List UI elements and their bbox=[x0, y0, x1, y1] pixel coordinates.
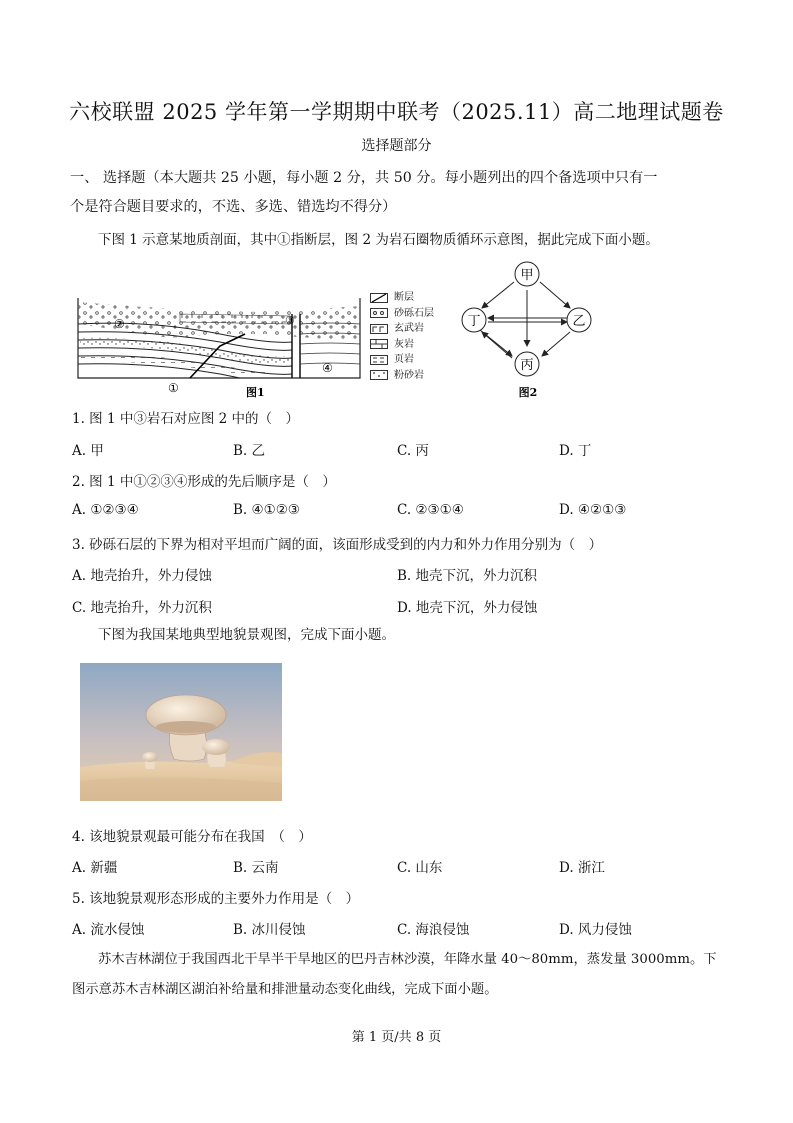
node-left-label: 丁 bbox=[467, 314, 481, 329]
q1-option-c[interactable]: C. 丙 bbox=[397, 443, 429, 459]
q5-option-b[interactable]: B. 冰川侵蚀 bbox=[233, 922, 306, 938]
intro-figure1: 下图 1 示意某地质剖面，其中①指断层，图 2 为岩石圈物质循环示意图，据此完成下面小题。 bbox=[98, 232, 659, 248]
gravel-swatch-icon bbox=[370, 308, 388, 318]
figure1-mark-3: ③ bbox=[285, 314, 295, 327]
fault-swatch-icon bbox=[370, 293, 388, 303]
figure1-mark-4: ④ bbox=[322, 361, 333, 375]
question-5-stem: 5. 该地貌景观形态形成的主要外力作用是（ ） bbox=[72, 891, 360, 907]
legend-item-basalt bbox=[370, 321, 434, 337]
q1-option-a[interactable]: A. 甲 bbox=[72, 443, 104, 459]
intro-landform-photo: 下图为我国某地典型地貌景观图，完成下面小题。 bbox=[98, 627, 395, 643]
q2-option-b[interactable]: B. ④①②③ bbox=[233, 502, 300, 518]
q3-option-c[interactable]: C. 地壳抬升，外力沉积 bbox=[72, 600, 212, 616]
legend-label: 粉砂岩 bbox=[394, 369, 424, 381]
q4-option-d[interactable]: D. 浙江 bbox=[559, 860, 605, 876]
legend-item-shale bbox=[370, 352, 434, 368]
q4-option-b[interactable]: B. 云南 bbox=[233, 860, 279, 876]
q3-option-d[interactable]: D. 地壳下沉，外力侵蚀 bbox=[397, 600, 538, 616]
q1-option-d[interactable]: D. 丁 bbox=[559, 443, 592, 459]
q4-option-c[interactable]: C. 山东 bbox=[397, 860, 443, 876]
section-instruction-line2: 个是符合题目要求的，不选、多选、错选均不得分） bbox=[70, 199, 397, 215]
landform-photo bbox=[80, 663, 282, 801]
q1-option-b[interactable]: B. 乙 bbox=[233, 443, 266, 459]
figure1-caption: 图1 bbox=[246, 386, 265, 399]
legend-label: 砂砾石层 bbox=[394, 307, 434, 319]
legend-item-limestone bbox=[370, 337, 434, 353]
question-1-stem: 1. 图 1 中③岩石对应图 2 中的（ ） bbox=[72, 411, 300, 427]
q5-option-d[interactable]: D. 风力侵蚀 bbox=[559, 922, 632, 938]
section-subtitle: 选择题部分 bbox=[361, 138, 432, 154]
q3-option-b[interactable]: B. 地壳下沉，外力沉积 bbox=[397, 568, 538, 584]
q5-option-c[interactable]: C. 海浪侵蚀 bbox=[397, 922, 470, 938]
legend-item-gravel bbox=[370, 306, 434, 322]
figure2-caption: 图2 bbox=[518, 386, 538, 399]
legend-item-fault bbox=[370, 290, 434, 306]
node-right-label: 乙 bbox=[572, 314, 586, 329]
figure1-cross-section bbox=[70, 280, 370, 400]
node-top-label: 甲 bbox=[520, 268, 534, 283]
q2-option-a[interactable]: A. ①②③④ bbox=[72, 502, 139, 518]
legend-label: 页岩 bbox=[394, 354, 414, 365]
q4-option-a[interactable]: A. 新疆 bbox=[72, 860, 118, 876]
figure1-legend bbox=[370, 290, 434, 383]
q2-option-d[interactable]: D. ④②①③ bbox=[559, 502, 627, 518]
page-title: 六校联盟 2025 学年第一学期期中联考（2025.11）高二地理试题卷 bbox=[69, 100, 724, 124]
basalt-swatch-icon bbox=[370, 324, 388, 334]
shale-swatch-icon bbox=[370, 355, 388, 365]
limestone-swatch-icon bbox=[370, 339, 388, 349]
legend-label: 断层 bbox=[394, 292, 414, 303]
legend-label: 玄武岩 bbox=[394, 323, 424, 334]
page-number: 第 1 页/共 8 页 bbox=[351, 1030, 442, 1045]
siltstone-swatch-icon bbox=[370, 370, 388, 380]
intro-lake-line1: 苏木吉林湖位于我国西北干旱半干旱地区的巴丹吉林沙漠，年降水量 40～80mm，蒸发量 3000mm。下 bbox=[98, 952, 717, 967]
section-instruction-line1: 一、 选择题（本大题共 25 小题，每小题 2 分，共 50 分。每小题列出的四个备选项中只有一 bbox=[70, 170, 658, 186]
legend-label: 灰岩 bbox=[394, 338, 414, 350]
figure1-mark-2: ② bbox=[114, 317, 125, 331]
figure1-mark-1: ① bbox=[168, 381, 179, 395]
q2-option-c[interactable]: C. ②③①④ bbox=[397, 502, 464, 518]
q3-option-a[interactable]: A. 地壳抬升，外力侵蚀 bbox=[72, 568, 212, 584]
question-3-stem: 3. 砂砾石层的下界为相对平坦而广阔的面，该面形成受到的内力和外力作用分别为（ ） bbox=[72, 537, 603, 553]
question-2-stem: 2. 图 1 中①②③④形成的先后顺序是（ ） bbox=[72, 474, 336, 490]
node-bottom-label: 丙 bbox=[520, 358, 534, 373]
question-4-stem: 4. 该地貌景观最可能分布在我国 （ ） bbox=[72, 829, 312, 845]
q5-option-a[interactable]: A. 流水侵蚀 bbox=[72, 922, 145, 938]
intro-lake-line2: 图示意苏木吉林湖区湖泊补给量和排泄量动态变化曲线，完成下面小题。 bbox=[72, 982, 498, 997]
legend-item-siltstone bbox=[370, 368, 434, 384]
figure2-rock-cycle bbox=[450, 260, 610, 402]
